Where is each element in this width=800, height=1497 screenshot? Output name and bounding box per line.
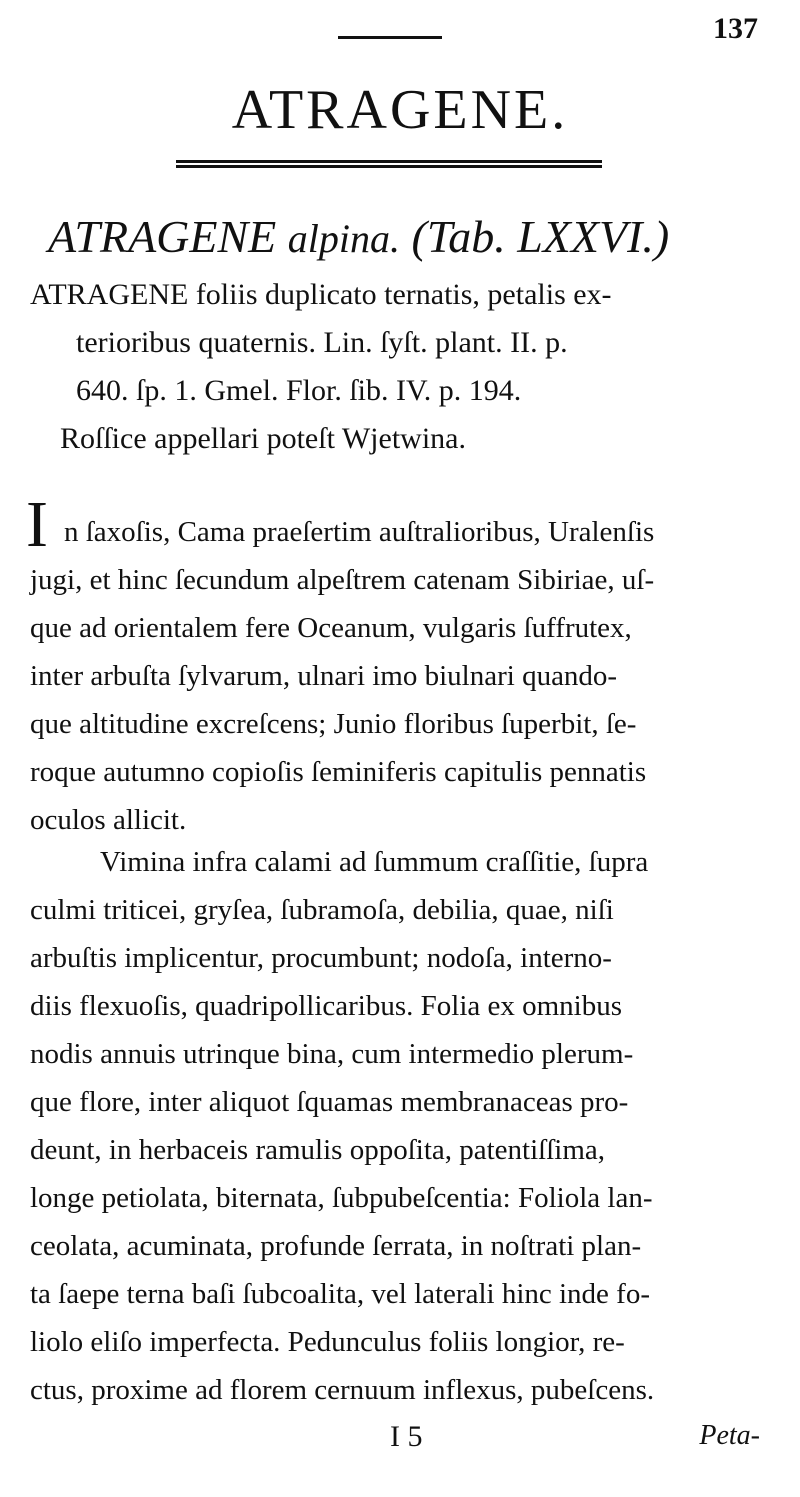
paragraph-line: que flore, inter aliquot ſquamas membranaceas pro- [30,1086,629,1118]
paragraph-line: Vimina infra calami ad ſummum craſſitie, ſupra [100,846,649,878]
paragraph-line: oculos allicit. [30,804,187,836]
paragraph-line: roque autumno copioſis ſeminiferis capitulis pennatis [30,756,647,788]
paragraph-line: n ſaxoſis, Cama praeſertim auſtralioribus, Uralenſis [64,516,655,548]
epithet: alpina. [287,216,401,261]
paragraph-line: diis flexuoſis, quadripollicaribus. Folia ex omnibus [30,990,623,1022]
paragraph-line: inter arbuſta ſylvarum, ulnari imo biulnari quando- [30,660,618,692]
paragraph-line: ceolata, acuminata, profunde ſerrata, in noſtrati plan- [30,1230,642,1262]
paragraph-line: jugi, et hinc ſecundum alpeſtrem catenam Sibiriae, uſ- [30,564,655,596]
paragraph-line: nodis annuis utrinque bina, cum intermedio plerum- [30,1038,634,1070]
paragraph-line: deunt, in herbaceis ramulis oppoſita, patentiſſima, [30,1134,606,1166]
plate-reference: (Tab. LXXVI.) [411,211,670,262]
paragraph-line: ta ſaepe terna baſi ſubcoalita, vel laterali hinc inde fo- [30,1278,650,1310]
dropcap: I [26,488,48,561]
paragraph-line: ctus, proxime ad florem cernuum inflexus, pubeſcens. [30,1374,655,1406]
paragraph-line: longe petiolata, biternata, ſubpubeſcentia: Foliola lan- [30,1182,653,1214]
species-heading [48,210,669,263]
genus-name: ATRAGENE [48,211,277,262]
paragraph-line: arbuſtis implicentur, procumbunt; nodoſa, interno- [30,942,612,974]
russian-name-line: Roſſice appellari poteſt Wjetwina. [60,422,466,455]
paragraph-line: que ad orientalem fere Oceanum, vulgaris ſuffrutex, [30,612,632,644]
paragraph-line: culmi triticei, gryſea, ſubramoſa, debilia, quae, niſi [30,894,614,926]
paragraph-line: que altitudine excreſcens; Junio floribus ſuperbit, ſe- [30,708,637,740]
signature-mark: I 5 [390,1420,423,1453]
title-rule-lower [176,165,602,168]
top-rule [338,36,442,39]
paragraph-line: liolo eliſo imperfecta. Pedunculus foliis longior, re- [30,1326,625,1358]
page-number: 137 [713,12,758,45]
description-line: terioribus quaternis. Lin. ſyſt. plant. II. p. [76,326,568,359]
catchword: Peta- [699,1420,760,1451]
page-title: ATRAGENE. [231,79,569,141]
description-line: ATRAGENE foliis duplicato ternatis, petalis ex- [30,278,612,311]
description-line: 640. ſp. 1. Gmel. Flor. ſib. IV. p. 194. [76,374,522,407]
title-rule [176,160,602,163]
